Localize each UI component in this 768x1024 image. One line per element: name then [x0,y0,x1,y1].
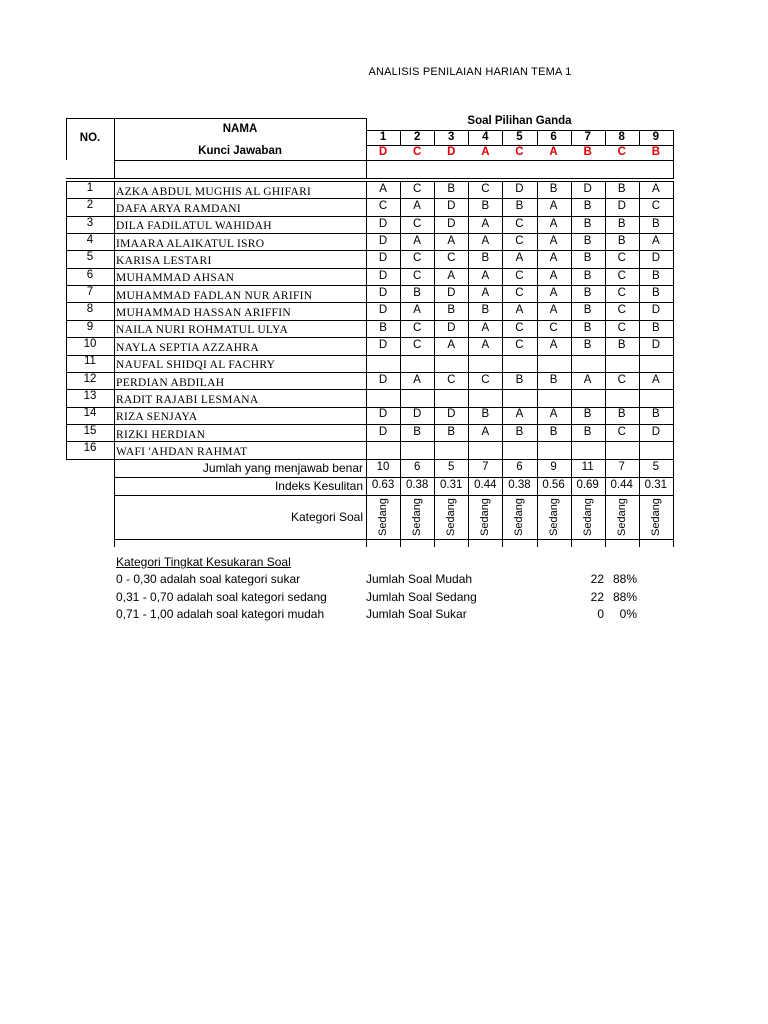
correct-count: 10 [376,460,390,473]
correct-count: 7 [482,460,489,473]
student-name: NAYLA SEPTIA AZZAHRA [116,341,259,354]
difficulty-index: 0.56 [542,478,565,491]
grid-line [673,181,674,539]
difficulty-index: 0.31 [644,478,668,491]
grid-line [366,389,673,390]
question-number: 3 [448,130,455,143]
student-answer: D [412,408,422,421]
student-answer: A [481,425,490,438]
student-answer: D [378,252,388,265]
student-answer: A [481,269,490,282]
student-answer: B [583,217,592,230]
student-answer: A [652,234,660,247]
difficulty-index: 0.44 [610,478,633,491]
question-number: 6 [550,130,557,143]
difficulty-index: 0.31 [440,478,463,491]
student-answer: B [549,373,558,386]
student-answer: C [515,321,524,334]
legend-rule: 0,71 - 1,00 adalah soal kategori mudah [116,607,325,621]
student-answer: A [549,287,558,300]
student-answer: B [583,234,592,247]
correct-count: 5 [652,460,660,473]
student-answer: B [583,269,592,282]
legend-percent: 88% [612,589,637,604]
student-answer: C [481,182,490,195]
student-answer: C [412,269,422,282]
student-answer: A [481,234,490,247]
student-name: DILA FADILATUL WAHIDAH [116,220,272,233]
student-answer: D [378,217,388,230]
correct-count: 6 [516,460,523,473]
student-answer: B [481,200,490,213]
difficulty-index: 0.63 [371,478,395,491]
student-answer: C [515,287,524,300]
student-answer: D [583,182,592,195]
student-answer: A [413,304,421,317]
student-answer: A [481,287,490,300]
student-answer: A [549,234,558,247]
correct-count: 11 [581,460,594,473]
question-number: 2 [413,130,421,143]
student-answer: B [652,321,660,334]
question-number: 1 [379,130,387,143]
student-answer: B [652,269,660,282]
student-answer: D [378,339,388,352]
student-answer: D [447,200,456,213]
student-answer: A [481,321,490,334]
student-answer: D [651,252,660,265]
student-name: DAFA ARYA RAMDANI [116,203,242,216]
student-answer: A [413,234,421,247]
student-answer: C [412,182,422,195]
legend-rule: 0,31 - 0,70 adalah soal kategori sedang [116,589,327,604]
student-answer: C [617,321,626,334]
student-answer: B [617,182,626,195]
student-answer: C [412,252,422,265]
student-answer: B [447,304,456,317]
correct-count: 6 [413,460,421,473]
student-name: IMAARA ALAIKATUL ISRO [116,237,265,250]
student-answer: C [549,321,558,334]
student-answer: A [549,252,558,265]
student-name: MUHAMMAD HASSAN ARIFFIN [116,307,291,320]
answer-key: D [378,145,388,158]
student-number: 10 [83,338,97,351]
legend-count: 22 [590,572,604,586]
student-name: RIZA SENJAYA [116,411,198,424]
student-name: RIZKI HERDIAN [116,428,206,441]
student-number: 13 [83,390,97,403]
difficulty-index: 0.38 [405,478,429,491]
student-answer: A [549,217,558,230]
question-number: 9 [652,130,660,143]
student-answer: D [378,269,388,282]
student-answer: B [481,252,490,265]
student-answer: A [447,269,456,282]
difficulty-category: Sedang [615,497,628,536]
student-answer: C [412,217,422,230]
correct-count: 9 [550,460,557,473]
student-answer: C [515,269,524,282]
student-name: WAFI 'AHDAN RAHMAT [116,445,248,458]
student-answer: B [515,425,524,438]
grid-line [66,178,673,179]
student-name: KARISA LESTARI [116,255,212,268]
student-answer: C [378,200,388,213]
legend-percent: 0% [619,607,637,621]
difficulty-category: Sedang [377,497,389,536]
kunci-jawaban-label: Kunci Jawaban [198,145,282,158]
student-answer: A [515,408,524,421]
student-answer: D [378,234,388,247]
student-number: 9 [86,320,94,333]
student-answer: C [617,252,626,265]
grid-line [366,355,673,356]
student-answer: A [481,217,490,230]
student-answer: A [413,373,421,386]
student-answer: A [413,200,421,213]
student-answer: B [617,408,626,421]
student-answer: B [379,321,387,334]
student-answer: A [549,269,558,282]
student-answer: C [481,373,490,386]
student-answer: B [413,425,421,438]
student-answer: B [549,182,558,195]
student-answer: A [583,373,592,386]
student-answer: B [583,287,592,300]
student-name: MUHAMMAD FADLAN NUR ARIFIN [116,289,313,302]
difficulty-category: Sedang [649,497,662,536]
student-answer: A [515,252,524,265]
difficulty-category: Sedang [445,497,458,536]
student-number: 8 [86,303,94,316]
correct-count: 5 [448,460,455,473]
student-number: 3 [86,216,94,229]
student-answer: A [549,200,558,213]
student-number: 7 [86,286,94,299]
grid-line [366,441,673,442]
student-answer: B [583,321,592,334]
question-number: 8 [618,130,625,143]
student-answer: C [515,339,524,352]
legend-count-label: Jumlah Soal Mudah [366,572,473,586]
page-title: ANALISIS PENILAIAN HARIAN TEMA 1 [368,66,572,78]
student-number: 15 [83,424,97,437]
student-number: 12 [83,372,97,385]
student-answer: B [447,425,456,438]
legend-percent: 88% [612,572,637,586]
student-answer: A [549,408,558,421]
student-answer: C [412,321,422,334]
student-answer: A [515,304,524,317]
student-answer: D [651,339,660,352]
student-answer: D [617,200,626,213]
student-answer: C [617,425,626,438]
student-answer: C [617,287,626,300]
difficulty-category: Sedang [479,497,492,536]
student-answer: A [652,182,660,195]
student-answer: A [447,234,456,247]
student-answer: B [583,408,592,421]
indeks-kesulitan-label: Indeks Kesulitan [274,478,363,493]
student-answer: B [617,234,626,247]
difficulty-index: 0.44 [474,478,497,491]
grid-line [114,539,673,540]
student-answer: A [549,339,558,352]
student-answer: B [652,217,660,230]
difficulty-category: Sedang [581,497,594,536]
no-header: NO. [79,132,101,145]
question-number: 5 [516,130,523,143]
kategori-soal-label: Kategori Soal [290,509,363,524]
student-number: 1 [86,181,94,194]
student-number: 16 [83,442,97,455]
student-answer: C [447,373,456,386]
student-answer: D [378,408,388,421]
student-name: AZKA ABDUL MUGHIS AL GHIFARI [116,185,312,198]
student-answer: B [583,252,592,265]
student-answer: A [549,304,558,317]
student-number: 2 [86,199,94,212]
student-answer: D [651,304,660,317]
answer-key: C [515,145,524,158]
student-answer: B [583,425,592,438]
student-answer: B [652,408,660,421]
student-answer: C [617,304,626,317]
nama-header: NAMA [222,123,258,136]
student-answer: B [617,339,626,352]
student-number: 5 [86,251,94,264]
student-answer: B [583,304,592,317]
student-answer: D [515,182,524,195]
grid-line [673,130,674,179]
student-answer: C [447,252,456,265]
student-answer: B [481,408,490,421]
student-answer: D [378,373,388,386]
difficulty-category: Sedang [547,497,560,536]
student-answer: A [447,339,456,352]
student-answer: D [447,217,456,230]
student-answer: B [447,182,456,195]
student-answer: B [413,287,421,300]
answer-key: C [412,145,422,158]
student-answer: B [652,287,660,300]
difficulty-index: 0.38 [508,478,531,491]
student-answer: D [447,287,456,300]
difficulty-index: 0.69 [576,478,599,491]
difficulty-category: Sedang [411,497,424,536]
soal-pilihan-ganda-header: Soal Pilihan Ganda [467,115,572,128]
student-number: 14 [83,407,97,420]
student-answer: D [447,408,456,421]
legend-count-label: Jumlah Soal Sukar [366,607,467,621]
student-answer: B [549,425,558,438]
question-number: 4 [482,130,489,143]
student-answer: C [412,339,422,352]
answer-key: A [481,145,490,158]
student-number: 4 [86,233,94,246]
student-answer: D [447,321,456,334]
student-answer: B [617,217,626,230]
student-answer: C [617,269,626,282]
answer-key: A [549,145,558,158]
student-answer: A [379,182,387,195]
student-answer: D [651,425,660,438]
student-answer: A [481,339,490,352]
student-answer: C [515,234,524,247]
answer-key: D [447,145,456,158]
legend-count: 22 [590,589,604,604]
question-number: 7 [584,130,591,143]
student-answer: B [583,200,592,213]
legend-rule: 0 - 0,30 adalah soal kategori sukar [116,572,301,586]
student-answer: A [652,373,660,386]
student-number: 6 [86,268,94,281]
student-answer: B [515,200,524,213]
student-answer: B [481,304,490,317]
student-answer: C [617,373,626,386]
student-name: NAILA NURI ROHMATUL ULYA [116,324,289,337]
jumlah-benar-label: Jumlah yang menjawab benar [202,460,363,475]
student-number: 11 [84,355,96,368]
student-answer: C [515,217,524,230]
difficulty-category: Sedang [513,497,526,536]
answer-key: C [617,145,626,158]
answer-key: B [583,145,592,158]
student-name: PERDIAN ABDILAH [116,376,225,389]
student-answer: C [651,200,660,213]
answer-key: B [651,145,660,158]
correct-count: 7 [618,460,625,473]
student-answer: D [378,304,388,317]
student-answer: B [583,339,592,352]
student-answer: D [378,287,388,300]
student-name: NAUFAL SHIDQI AL FACHRY [116,359,276,372]
student-answer: D [378,425,388,438]
legend-count-label: Jumlah Soal Sedang [366,589,477,604]
student-name: RADIT RAJABI LESMANA [116,393,259,406]
legend-count: 0 [597,607,604,621]
student-answer: B [515,373,524,386]
legend-heading: Kategori Tingkat Kesukaran Soal [116,555,291,569]
student-name: MUHAMMAD AHSAN [116,272,235,285]
